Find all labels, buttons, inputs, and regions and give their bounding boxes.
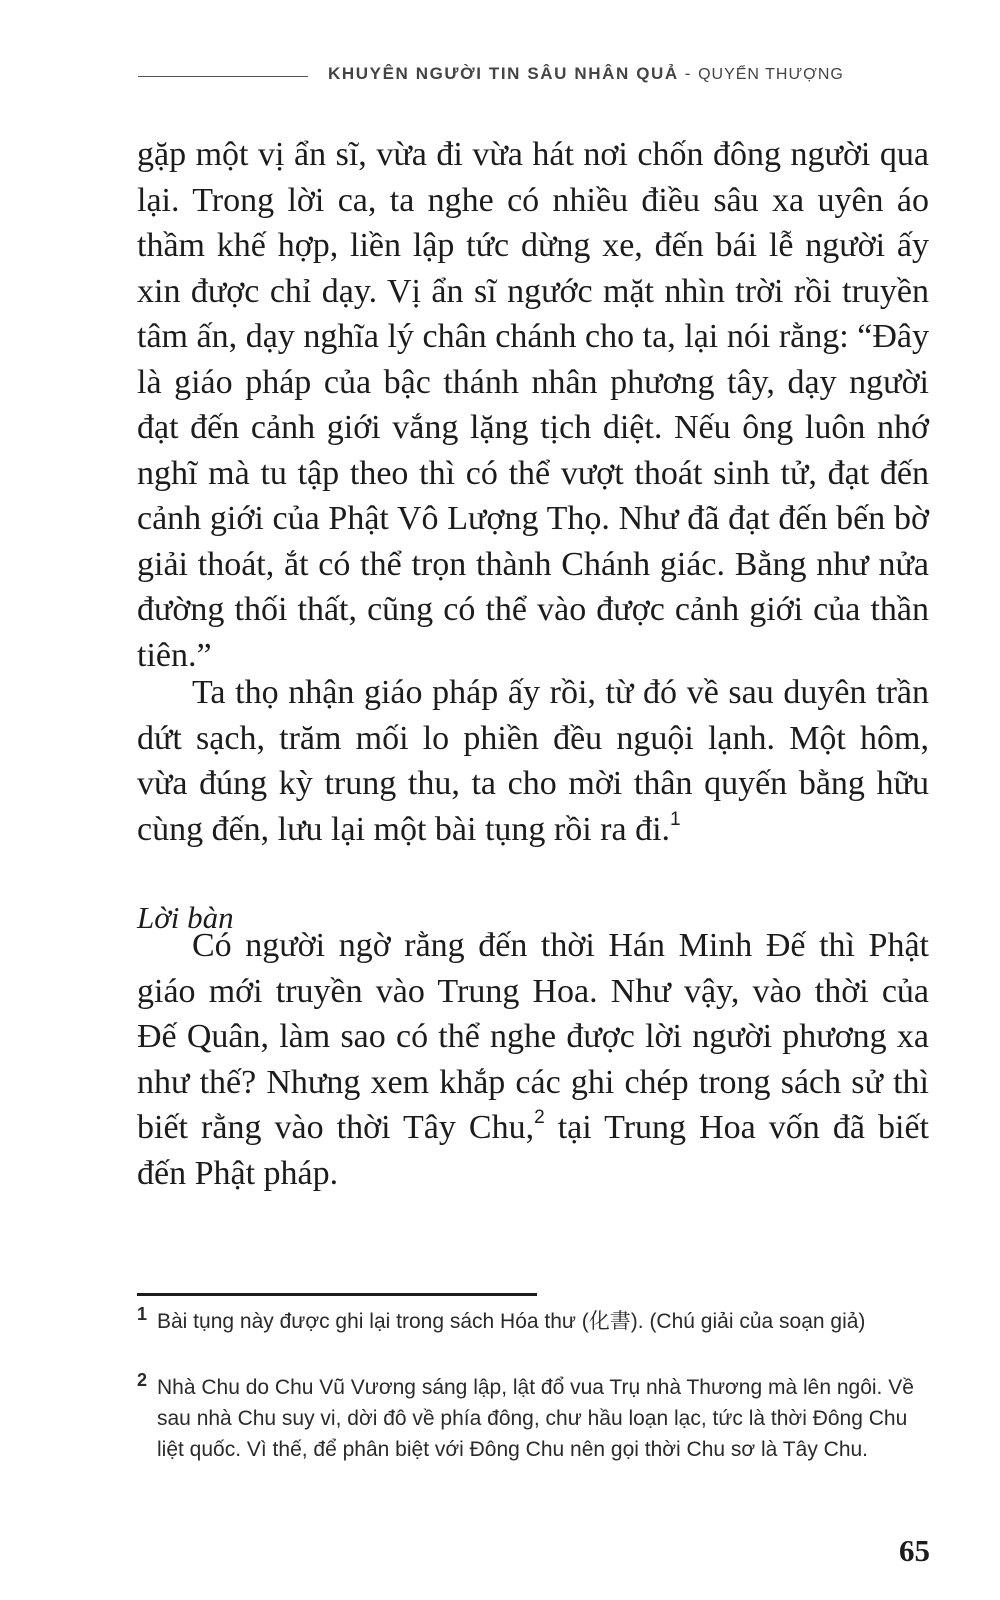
footnote-text: Bài tụng này được ghi lại trong sách Hóa thư (化書). (Chú giải của soạn giả) — [157, 1310, 866, 1333]
header-rule — [138, 76, 308, 77]
footnote-ref-1[interactable]: 1 — [670, 808, 681, 830]
page-number: 65 — [899, 1533, 930, 1568]
paragraph-verse — [137, 670, 929, 852]
footnote-number: 1 — [137, 1304, 148, 1324]
footnote-ref-2[interactable]: 2 — [534, 1107, 545, 1128]
footnote-text: Nhà Chu do Chu Vũ Vương sáng lập, lật đổ vua Trụ nhà Thương mà lên ngôi. Về sau nhà Chu suy vi, dời đô về phía đông, chư hầu loạn lạc, tức là thời Đông Chu liệt quốc. Vì thế, để phân biệt với Đông Chu nên gọi thời Chu sơ là Tây Chu. — [157, 1376, 914, 1461]
footnote-2 — [137, 1372, 929, 1465]
paragraph-commentary-tail: tại Trung Hoa vốn đã biết đến Phật pháp. — [137, 1109, 929, 1192]
paragraph-continued: gặp một vị ẩn sĩ, vừa đi vừa hát nơi chốn đông người qua lại. Trong lời ca, ta nghe có nhiều điều sâu xa uyên áo thầm khế hợp, liền lập tức dừng xe, đến bái lễ người ấy xin được chỉ dạy. Vị ẩn sĩ ngước mặt nhìn trời rồi truyền tâm ấn, dạy nghĩa lý chân chánh cho ta, lại nói rằng: “Đây là giáo pháp của bậc thánh nhân phương tây, dạy người đạt đến cảnh giới vắng lặng tịch diệt. Nếu ông luôn nhớ nghĩ mà tu tập theo thì có thể vượt thoát sinh tử, đạt đến cảnh giới của Phật Vô Lượng Thọ. Như đã đạt đến bến bờ giải thoát, ắt có thể trọn thành Chánh giác. Bằng như nửa đường thối thất, cũng có thể vào được cảnh giới của thần tiên.” — [137, 136, 929, 674]
commentary-heading: Lời bàn — [137, 900, 234, 935]
paragraph-commentary-text: Có người ngờ rằng đến thời Hán Minh Đế thì Phật giáo mới truyền vào Trung Hoa. Như vậy, vào thời của Đế Quân, làm sao có thể nghe được lời người phương xa như thế? Nhưng xem khắp các ghi chép trong sách sử thì biết rằng vào thời Tây Chu, — [137, 927, 929, 1146]
paragraph-commentary — [137, 923, 929, 1196]
footnote-1 — [137, 1306, 929, 1337]
paragraph-verse-text: Ta thọ nhận giáo pháp ấy rồi, từ đó về sau duyên trần dứt sạch, trăm mối lo phiền đều nguội lạnh. Một hôm, vừa đúng kỳ trung thu, ta cho mời thân quyến bằng hữu cùng đến, lưu lại một bài tụng rồi ra đi. — [137, 674, 929, 848]
running-header — [328, 64, 844, 84]
footnote-number: 2 — [137, 1370, 148, 1390]
footnote-rule — [137, 1293, 537, 1296]
book-title: KHUYÊN NGƯỜI TIN SÂU NHÂN QUẢ — [328, 64, 679, 83]
header-separator: - — [684, 64, 693, 83]
volume-title: QUYỂN THƯỢNG — [698, 66, 844, 83]
